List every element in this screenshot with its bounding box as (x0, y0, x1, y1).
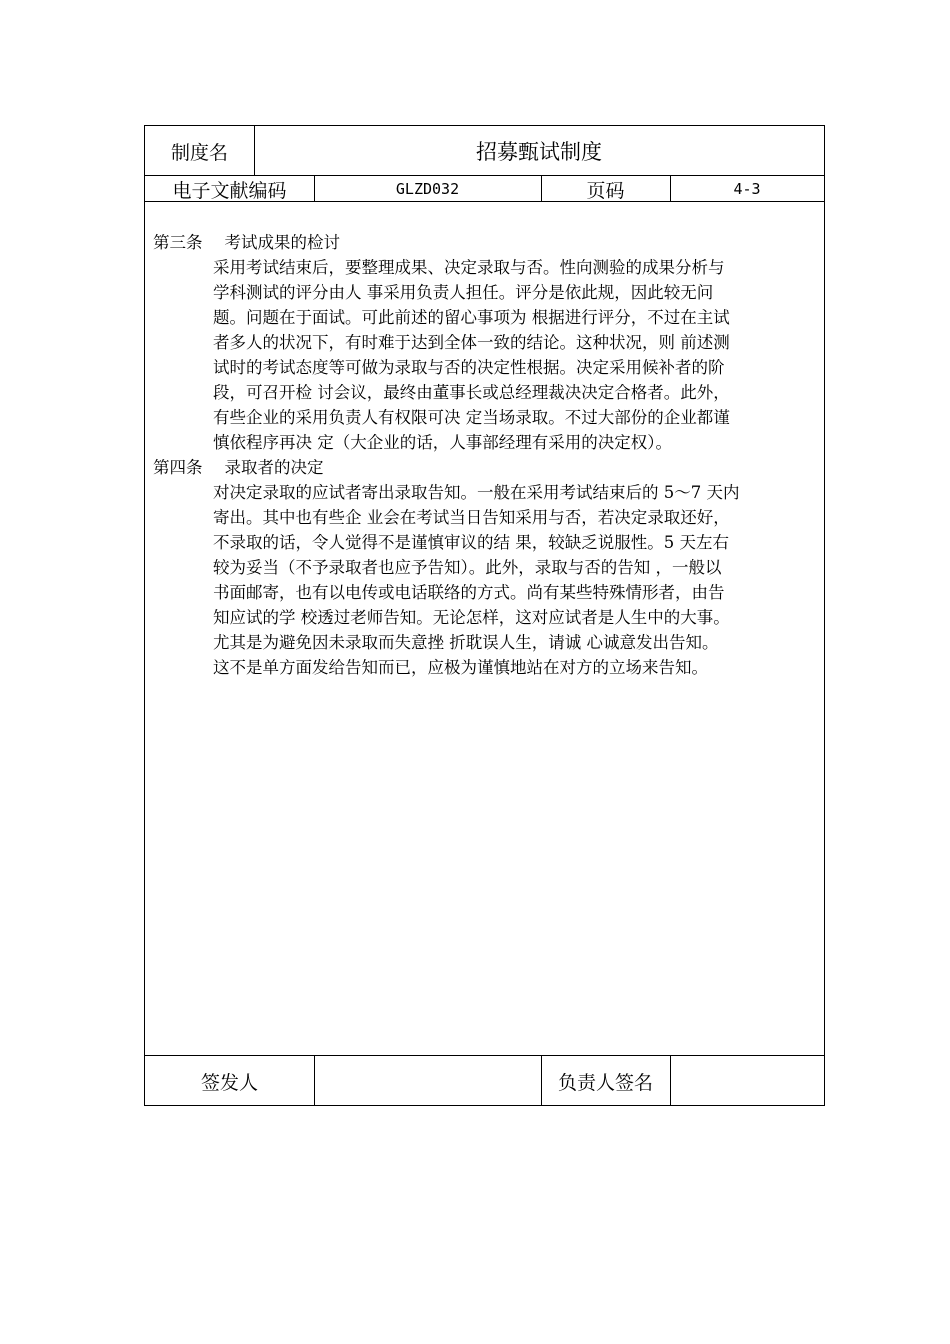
policy-name-label: 制度名 (170, 141, 228, 164)
paragraph-line: 书面邮寄，也有以电传或电话联络的方式。尚有某些特殊情形者，由告 (213, 583, 725, 602)
page-number-label: 页码 (586, 179, 625, 202)
article (153, 230, 817, 455)
article-title: 录取者的决定 (224, 458, 324, 477)
issuer-label: 签发人 (200, 1071, 258, 1094)
paragraph-line: 有些企业的采用负责人有权限可决 定当场录取。不过大部份的企业都谨 (213, 408, 730, 427)
paragraph-line: 试时的考试态度等可做为录取与否的决定性根据。决定采用候补者的阶 (213, 358, 725, 377)
paragraph-line: 寄出。其中也有些企 业会在考试当日告知采用与否，若决定录取还好， (213, 508, 730, 527)
paragraph-line: 者多人的状况下，有时难于达到全体一致的结论。这种状况，则 前述测 (213, 333, 730, 352)
document-form (144, 125, 825, 1106)
paragraph-line: 采用考试结束后，要整理成果、决定录取与否。性向测验的成果分析与 (213, 258, 725, 277)
policy-body (153, 230, 817, 680)
paragraph-line: 较为妥当（不予录取者也应予告知）。此外，录取与否的告知 ，一般以 (213, 558, 722, 577)
paragraph-line: 这不是单方面发给告知而已，应极为谨慎地站在对方的立场来告知。 (213, 658, 708, 677)
article-title: 考试成果的检讨 (224, 233, 340, 252)
page-number-value: 4-3 (733, 180, 761, 198)
article-heading (153, 230, 817, 255)
paragraph-line: 尤其是为避免因未录取而失意挫 折耽误人生，请诚 心诚意发出告知。 (213, 633, 719, 652)
document-code-value: GLZD032 (395, 180, 460, 198)
issuer-signature-field[interactable] (314, 1056, 541, 1106)
article-number: 第四条 (153, 458, 203, 477)
paragraph-line: 知应试的学 校透过老师告知。无论怎样，这对应试者是人生中的大事。 (213, 608, 730, 627)
paragraph-line: 学科测试的评分由人 事采用负责人担任。评分是依此规，因此较无问 (213, 283, 714, 302)
paragraph-line: 不录取的话，令人觉得不是谨慎审议的结 果，较缺乏说服性。5 天左右 (213, 533, 729, 552)
article (153, 455, 817, 680)
document-code-label: 电子文献编码 (172, 179, 287, 202)
article-number: 第三条 (153, 233, 203, 252)
policy-title: 招募甄试制度 (476, 140, 602, 164)
paragraph-line: 对决定录取的应试者寄出录取告知。一般在采用考试结束后的 5～7 天内 (213, 483, 740, 502)
paragraph-line: 段，可召开检 讨会议，最终由董事长或总经理裁决决定合格者。此外， (213, 383, 730, 402)
responsible-signature-field[interactable] (670, 1056, 824, 1106)
article-heading (153, 455, 817, 480)
paragraph-line: 慎依程序再决 定（大企业的话，人事部经理有采用的决定权）。 (213, 433, 672, 452)
paragraph-line: 题。问题在于面试。可此前述的留心事项为 根据进行评分，不过在主试 (213, 308, 730, 327)
responsible-signature-label: 负责人签名 (557, 1071, 653, 1094)
